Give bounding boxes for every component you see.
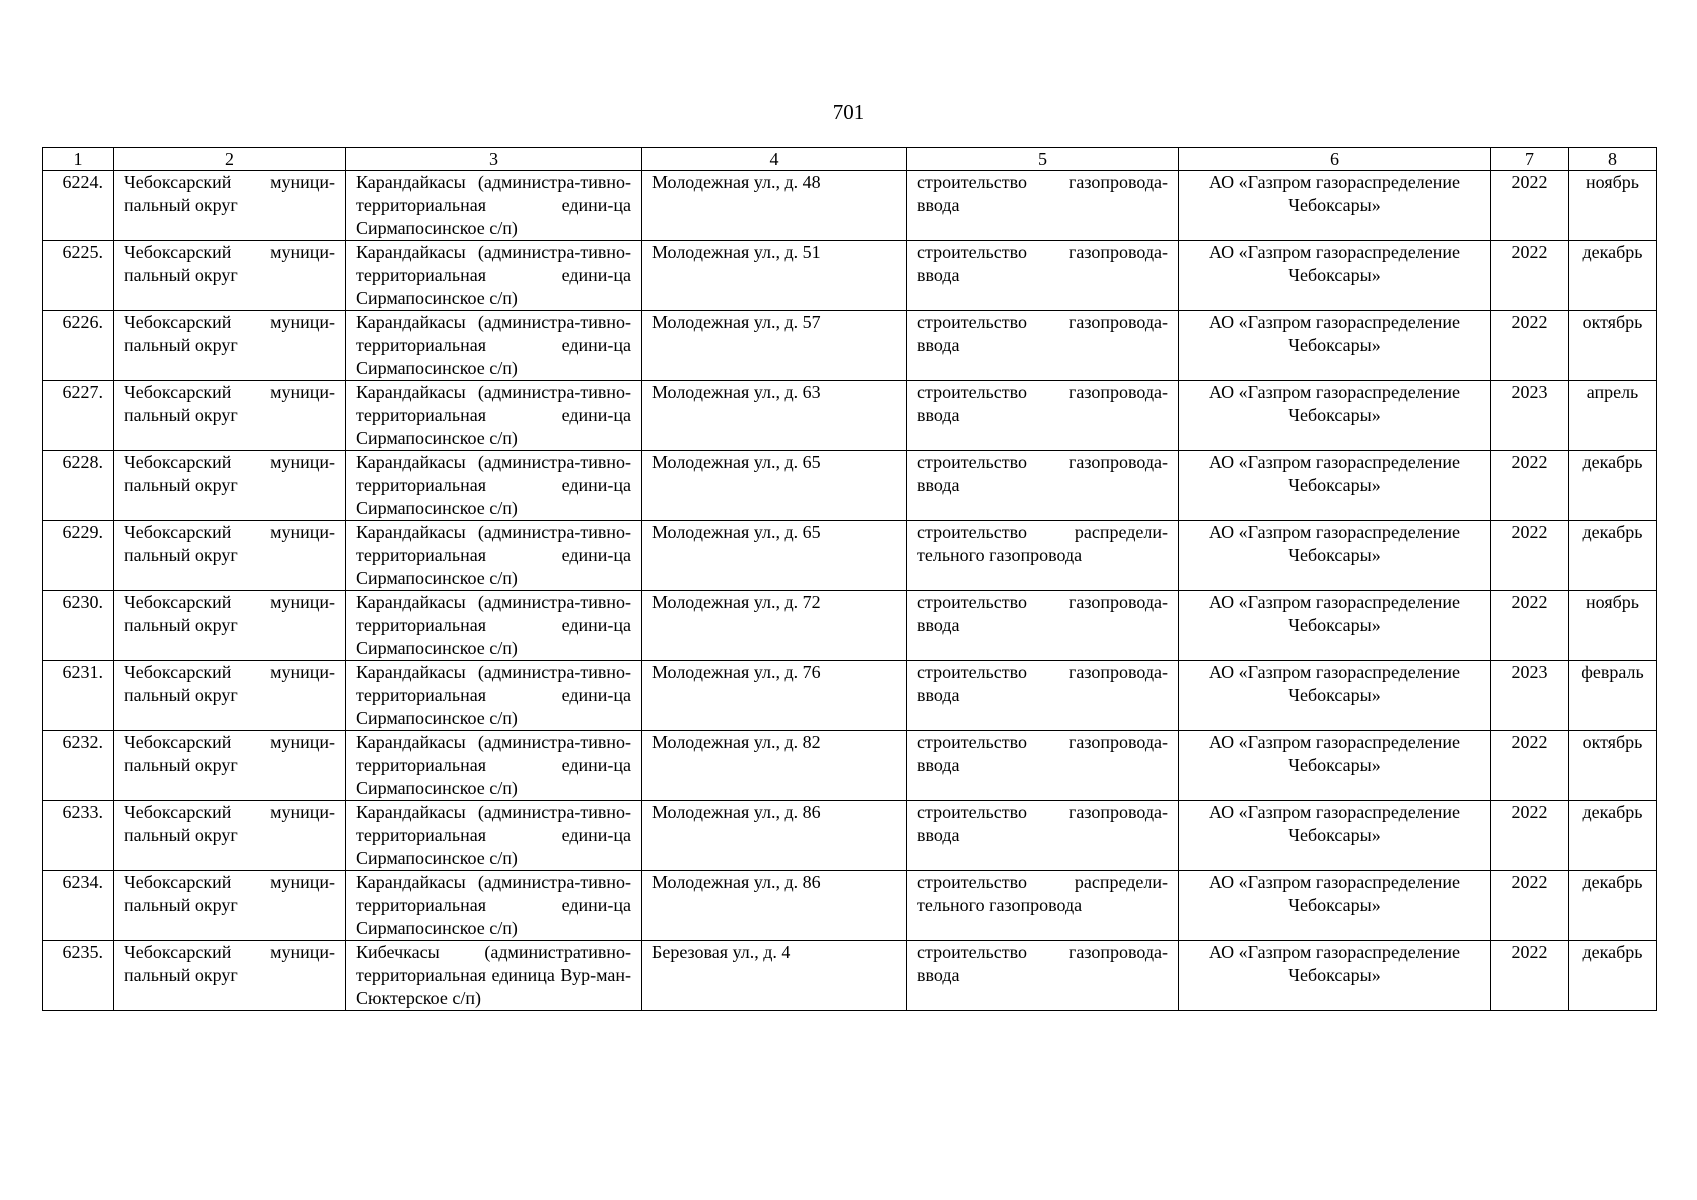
row-number: 6227. xyxy=(43,381,114,451)
column-number-row xyxy=(43,148,1657,171)
district-cell: Чебоксарский муници-пальный округ xyxy=(114,871,346,941)
organization-cell: АО «Газпром газораспределение Чебоксары» xyxy=(1179,381,1491,451)
settlement-cell: Карандайкасы (администра-тивно-территориальная едини-ца Сирмапосинское с/п) xyxy=(346,591,642,661)
district-cell: Чебоксарский муници-пальный округ xyxy=(114,521,346,591)
year-cell: 2023 xyxy=(1491,381,1569,451)
district-cell: Чебоксарский муници-пальный округ xyxy=(114,381,346,451)
month-cell: декабрь xyxy=(1569,451,1657,521)
column-number: 1 xyxy=(43,148,114,171)
document-table xyxy=(42,147,1657,1011)
address-cell: Молодежная ул., д. 65 xyxy=(642,521,907,591)
table-row xyxy=(43,591,1657,661)
table-row xyxy=(43,171,1657,241)
table-row xyxy=(43,871,1657,941)
address-cell: Молодежная ул., д. 72 xyxy=(642,591,907,661)
month-cell: декабрь xyxy=(1569,941,1657,1011)
table-row xyxy=(43,311,1657,381)
settlement-cell: Карандайкасы (администра-тивно-территориальная едини-ца Сирмапосинское с/п) xyxy=(346,311,642,381)
year-cell: 2022 xyxy=(1491,171,1569,241)
organization-cell: АО «Газпром газораспределение Чебоксары» xyxy=(1179,521,1491,591)
year-cell: 2022 xyxy=(1491,451,1569,521)
column-number: 2 xyxy=(114,148,346,171)
settlement-cell: Карандайкасы (администра-тивно-территориальная едини-ца Сирмапосинское с/п) xyxy=(346,241,642,311)
month-cell: апрель xyxy=(1569,381,1657,451)
page-number: 701 xyxy=(832,100,865,124)
table-row xyxy=(43,661,1657,731)
year-cell: 2022 xyxy=(1491,241,1569,311)
year-cell: 2022 xyxy=(1491,521,1569,591)
work-type-cell: строительство газопровода-ввода xyxy=(907,171,1179,241)
table-row xyxy=(43,381,1657,451)
year-cell: 2023 xyxy=(1491,661,1569,731)
settlement-cell: Карандайкасы (администра-тивно-территориальная едини-ца Сирмапосинское с/п) xyxy=(346,451,642,521)
work-type-cell: строительство газопровода-ввода xyxy=(907,661,1179,731)
organization-cell: АО «Газпром газораспределение Чебоксары» xyxy=(1179,171,1491,241)
settlement-cell: Карандайкасы (администра-тивно-территориальная едини-ца Сирмапосинское с/п) xyxy=(346,381,642,451)
row-number: 6234. xyxy=(43,871,114,941)
column-number: 6 xyxy=(1179,148,1491,171)
work-type-cell: строительство газопровода-ввода xyxy=(907,801,1179,871)
month-cell: февраль xyxy=(1569,661,1657,731)
row-number: 6233. xyxy=(43,801,114,871)
month-cell: декабрь xyxy=(1569,801,1657,871)
address-cell: Березовая ул., д. 4 xyxy=(642,941,907,1011)
district-cell: Чебоксарский муници-пальный округ xyxy=(114,731,346,801)
district-cell: Чебоксарский муници-пальный округ xyxy=(114,311,346,381)
address-cell: Молодежная ул., д. 86 xyxy=(642,801,907,871)
organization-cell: АО «Газпром газораспределение Чебоксары» xyxy=(1179,591,1491,661)
work-type-cell: строительство газопровода-ввода xyxy=(907,451,1179,521)
settlement-cell: Карандайкасы (администра-тивно-территориальная едини-ца Сирмапосинское с/п) xyxy=(346,171,642,241)
work-type-cell: строительство распредели-тельного газопровода xyxy=(907,871,1179,941)
month-cell: декабрь xyxy=(1569,871,1657,941)
row-number: 6229. xyxy=(43,521,114,591)
settlement-cell: Карандайкасы (администра-тивно-территориальная едини-ца Сирмапосинское с/п) xyxy=(346,661,642,731)
district-cell: Чебоксарский муници-пальный округ xyxy=(114,801,346,871)
row-number: 6225. xyxy=(43,241,114,311)
address-cell: Молодежная ул., д. 63 xyxy=(642,381,907,451)
year-cell: 2022 xyxy=(1491,311,1569,381)
organization-cell: АО «Газпром газораспределение Чебоксары» xyxy=(1179,941,1491,1011)
settlement-cell: Кибечкасы (административно-территориальная единица Вур-ман-Сюктерское с/п) xyxy=(346,941,642,1011)
month-cell: октябрь xyxy=(1569,731,1657,801)
work-type-cell: строительство газопровода-ввода xyxy=(907,731,1179,801)
column-number: 7 xyxy=(1491,148,1569,171)
address-cell: Молодежная ул., д. 65 xyxy=(642,451,907,521)
row-number: 6231. xyxy=(43,661,114,731)
table-row xyxy=(43,941,1657,1011)
organization-cell: АО «Газпром газораспределение Чебоксары» xyxy=(1179,241,1491,311)
table-row xyxy=(43,241,1657,311)
district-cell: Чебоксарский муници-пальный округ xyxy=(114,591,346,661)
organization-cell: АО «Газпром газораспределение Чебоксары» xyxy=(1179,731,1491,801)
settlement-cell: Карандайкасы (администра-тивно-территориальная едини-ца Сирмапосинское с/п) xyxy=(346,521,642,591)
month-cell: октябрь xyxy=(1569,311,1657,381)
settlement-cell: Карандайкасы (администра-тивно-территориальная едини-ца Сирмапосинское с/п) xyxy=(346,731,642,801)
work-type-cell: строительство газопровода-ввода xyxy=(907,241,1179,311)
settlement-cell: Карандайкасы (администра-тивно-территориальная едини-ца Сирмапосинское с/п) xyxy=(346,871,642,941)
address-cell: Молодежная ул., д. 82 xyxy=(642,731,907,801)
month-cell: ноябрь xyxy=(1569,171,1657,241)
district-cell: Чебоксарский муници-пальный округ xyxy=(114,171,346,241)
district-cell: Чебоксарский муници-пальный округ xyxy=(114,241,346,311)
organization-cell: АО «Газпром газораспределение Чебоксары» xyxy=(1179,801,1491,871)
table-row xyxy=(43,731,1657,801)
column-number: 8 xyxy=(1569,148,1657,171)
work-type-cell: строительство распредели-тельного газопровода xyxy=(907,521,1179,591)
settlement-cell: Карандайкасы (администра-тивно-территориальная едини-ца Сирмапосинское с/п) xyxy=(346,801,642,871)
month-cell: декабрь xyxy=(1569,241,1657,311)
organization-cell: АО «Газпром газораспределение Чебоксары» xyxy=(1179,311,1491,381)
column-number: 5 xyxy=(907,148,1179,171)
column-number: 3 xyxy=(346,148,642,171)
month-cell: декабрь xyxy=(1569,521,1657,591)
work-type-cell: строительство газопровода-ввода xyxy=(907,381,1179,451)
year-cell: 2022 xyxy=(1491,871,1569,941)
table-row xyxy=(43,521,1657,591)
table-row xyxy=(43,801,1657,871)
work-type-cell: строительство газопровода-ввода xyxy=(907,311,1179,381)
year-cell: 2022 xyxy=(1491,941,1569,1011)
year-cell: 2022 xyxy=(1491,801,1569,871)
address-cell: Молодежная ул., д. 76 xyxy=(642,661,907,731)
row-number: 6235. xyxy=(43,941,114,1011)
year-cell: 2022 xyxy=(1491,591,1569,661)
row-number: 6232. xyxy=(43,731,114,801)
year-cell: 2022 xyxy=(1491,731,1569,801)
row-number: 6230. xyxy=(43,591,114,661)
organization-cell: АО «Газпром газораспределение Чебоксары» xyxy=(1179,451,1491,521)
row-number: 6226. xyxy=(43,311,114,381)
district-cell: Чебоксарский муници-пальный округ xyxy=(114,451,346,521)
address-cell: Молодежная ул., д. 48 xyxy=(642,171,907,241)
district-cell: Чебоксарский муници-пальный округ xyxy=(114,941,346,1011)
organization-cell: АО «Газпром газораспределение Чебоксары» xyxy=(1179,871,1491,941)
address-cell: Молодежная ул., д. 86 xyxy=(642,871,907,941)
row-number: 6224. xyxy=(43,171,114,241)
month-cell: ноябрь xyxy=(1569,591,1657,661)
district-cell: Чебоксарский муници-пальный округ xyxy=(114,661,346,731)
table-row xyxy=(43,451,1657,521)
organization-cell: АО «Газпром газораспределение Чебоксары» xyxy=(1179,661,1491,731)
work-type-cell: строительство газопровода-ввода xyxy=(907,591,1179,661)
column-number: 4 xyxy=(642,148,907,171)
address-cell: Молодежная ул., д. 51 xyxy=(642,241,907,311)
work-type-cell: строительство газопровода-ввода xyxy=(907,941,1179,1011)
address-cell: Молодежная ул., д. 57 xyxy=(642,311,907,381)
row-number: 6228. xyxy=(43,451,114,521)
